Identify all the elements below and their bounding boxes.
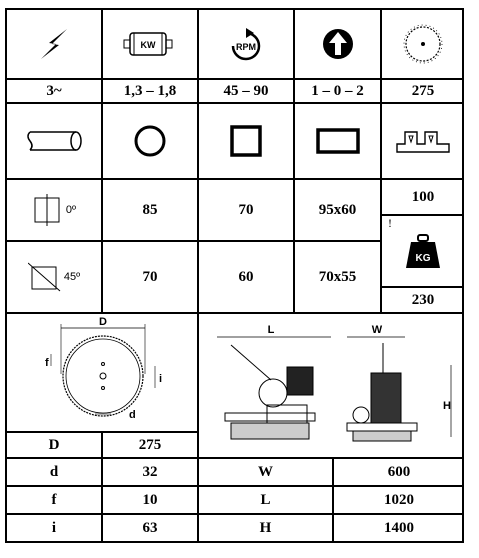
machine-diagram: [201, 315, 463, 457]
square-profile-icon: [228, 123, 264, 159]
angle-0-cell: [7, 180, 103, 242]
blade-i-label: i: [159, 373, 163, 385]
square-45-value: 60: [199, 242, 295, 314]
vice-opening-value: 100: [382, 180, 464, 216]
lightning-icon: [37, 27, 71, 61]
angle-0-icon: [32, 194, 62, 226]
dim-f-label: f: [7, 487, 103, 515]
round-profile-cell: [103, 104, 199, 180]
rpm-icon-cell: [199, 10, 295, 80]
note-mark: !: [388, 216, 392, 230]
rect-profile-icon: [314, 125, 362, 157]
machine-L-label: L: [267, 323, 274, 336]
blade-d-label: d: [129, 409, 136, 421]
rpm-value: 45 – 90: [199, 80, 295, 104]
dim-i-value: 63: [103, 515, 199, 541]
up-arrow-icon: [322, 27, 354, 61]
blade-diameter-value: 275: [382, 80, 464, 104]
weight-icon: [403, 232, 443, 270]
rect-profile-cell: [295, 104, 382, 180]
dim-D-label: D: [7, 433, 103, 459]
machine-front-view: [225, 345, 315, 439]
machine-side-view: [347, 343, 417, 441]
rect-0-value: 95x60: [295, 180, 382, 242]
dim-d-label: d: [7, 459, 103, 487]
rpm-label: RPM: [236, 42, 256, 52]
blade-f-label: f: [45, 357, 49, 369]
blade-D-label: D: [99, 316, 107, 328]
motor-kw-value: 1,3 – 1,8: [103, 80, 199, 104]
speed-selector-value: 1 – 0 – 2: [295, 80, 382, 104]
saw-blade-icon: [401, 22, 445, 66]
vice-icon-cell: [382, 104, 464, 180]
motor-icon-cell: [103, 10, 199, 80]
dim-D-value: 275: [103, 433, 199, 459]
dim-L-value: 1020: [334, 487, 464, 515]
angle-45-icon: [28, 261, 62, 293]
arrow-icon-cell: [295, 10, 382, 80]
dim-H-value: 1400: [384, 519, 414, 536]
angle-0-label: 0º: [65, 204, 77, 216]
dim-d-value: 32: [103, 459, 199, 487]
dim-f-value: 10: [103, 487, 199, 515]
dim-W-value: 600: [334, 459, 464, 487]
power-icon-cell: [7, 10, 103, 80]
dim-i-label: i: [7, 515, 103, 541]
machine-diagram-cell: [199, 314, 464, 459]
vice-icon: [393, 124, 453, 158]
dim-L-label: L: [199, 487, 334, 515]
angle-45-cell: [7, 242, 103, 314]
weight-value: 230: [382, 288, 464, 314]
motor-kw-label: KW: [140, 40, 156, 50]
material-icon-cell: [7, 104, 103, 180]
rect-45-value: 70x55: [295, 242, 382, 314]
round-45-value: 70: [103, 242, 199, 314]
round-0-value: 85: [103, 180, 199, 242]
dim-H-label: H: [199, 515, 334, 541]
rpm-icon: [225, 26, 267, 62]
square-profile-cell: [199, 104, 295, 180]
machine-W-label: W: [371, 323, 382, 336]
blade-diagram: [7, 314, 197, 431]
kg-label: KG: [415, 253, 431, 264]
power-value: 3~: [7, 80, 103, 104]
material-bar-icon: [24, 126, 84, 156]
angle-45-label: 45º: [63, 271, 81, 283]
square-0-value: 70: [199, 180, 295, 242]
round-profile-icon: [132, 123, 168, 159]
weight-icon-cell: [382, 216, 464, 288]
blade-diagram-cell: [7, 314, 199, 433]
machine-H-label: H: [442, 399, 451, 412]
dim-W-label: W: [199, 459, 334, 487]
blade-icon-cell: [382, 10, 464, 80]
motor-icon: [122, 29, 178, 59]
